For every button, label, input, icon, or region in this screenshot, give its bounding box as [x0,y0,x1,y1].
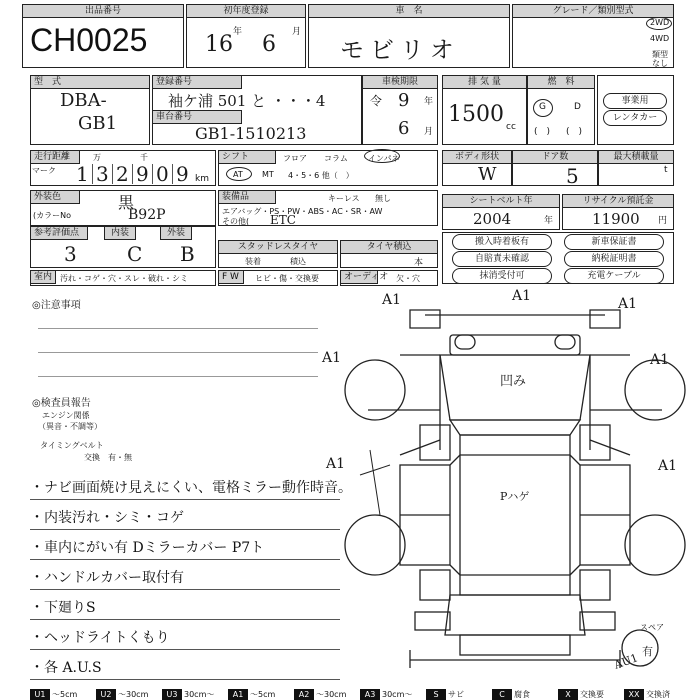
inspection-month-unit: 月 [424,127,434,137]
usage-rental: レンタカー [603,110,667,126]
legend-value: ～30cm [118,690,149,699]
seatbelt-unit: 年 [544,216,554,226]
tire-load-unit: 本 [414,258,424,268]
digit-divider [132,164,133,184]
legend-value: 30cm～ [184,690,215,699]
mileage-unit: km [195,174,209,184]
doc-item: 搬入時着板有 [452,234,552,250]
equipment-other: ETC [270,213,296,227]
first-reg-label: 初年度登録 [186,4,306,18]
legend-key: XX [624,689,644,700]
digit-divider [152,164,153,184]
chassis-value: GB1-1510213 [195,124,307,143]
legend-value: ～5cm [250,690,276,699]
studless-choice-1: 装着 [245,257,261,266]
usage-business: 事業用 [603,93,667,109]
seatbelt-value: 2004 [473,210,512,228]
scores-label: 参考評価点 [30,226,88,240]
recycle-unit: 円 [658,216,668,226]
rear-bumper-shape [410,650,620,668]
equipment-label: 装備品 [218,190,276,204]
doors-label: ドア数 [512,150,598,164]
model-label: 型 式 [30,75,150,89]
fuel-d: D [574,102,581,112]
color-code-label: (カラーNo [33,211,71,220]
inspection-label: 車検期限 [362,75,438,89]
shift-label: シフト [218,150,276,164]
audio-items: 欠・穴 [396,274,420,283]
mileage-label: 走行距離 [30,150,80,164]
recycle-value: 11900 [592,210,640,228]
hood-front-shape [450,335,580,355]
doc-item: 抹消受付可 [452,268,552,284]
shift-gears: 4・5・6 他（ ） [288,171,354,180]
displacement-unit: cc [506,122,516,132]
roof-shape [460,435,570,595]
report-line: ・下廻りS [30,598,340,620]
mileage-digit: 0 [156,162,169,186]
digit-divider [172,164,173,184]
shift-at: AT [233,170,243,179]
mark-a1-1: A1 [382,292,402,308]
shift-instrument: インパネ [368,154,400,163]
color-value: 黒 [118,193,135,212]
legend-key: A3 [360,689,380,700]
tire-load-label: タイヤ積込 [340,240,438,254]
legend-key: A2 [294,689,314,700]
inspection-era: 令 [370,94,383,108]
mark-a1-3: A1 [618,296,638,312]
mileage-sen: 千 [140,153,148,162]
shift-floor: フロア [283,154,307,163]
equipment-other-label: その他( [222,217,250,226]
chassis-label: 車台番号 [152,110,242,124]
legend-key: U2 [96,689,116,700]
mileage-digit: 9 [176,162,189,186]
roof-mark: 凹み [500,374,527,389]
legend-value: 腐食 [514,690,530,699]
mark-a1-7: A1 [658,458,678,474]
interior-row-label: 室内 [30,270,56,284]
legend-value: 30cm～ [382,690,413,699]
first-reg-month: 6 [262,32,276,57]
legend-key: A1 [228,689,248,700]
scores-total: 3 [64,242,77,266]
mark-au1: AU1 [612,651,640,672]
report-line: ・ナビ画面焼け見えにくい、電格ミラー動作時音。 [30,478,340,500]
equipment-none: 無し [375,194,391,203]
rear-right-wheel [625,515,685,575]
spare-label: スペア [640,623,664,632]
digit-divider [92,164,93,184]
capacity-label: 最大積載量 [598,150,674,164]
model-line2: GB1 [78,113,118,134]
mileage-digit: 3 [96,162,109,186]
displacement-value: 1500 [448,102,504,127]
doc-item: 新車保証書 [564,234,664,250]
lot-number: CH0025 [30,22,148,58]
notes-title: ◎注意事項 [32,300,81,311]
capacity-unit: t [664,165,668,175]
inspection-month: 6 [398,118,410,139]
recycle-label: リサイクル預託金 [562,194,674,208]
mark-a1-2: A1 [512,288,532,304]
legend-key: U3 [162,689,182,700]
timing-sub: 交換 有・無 [84,453,132,462]
doc-item: 自賠責未確認 [452,251,552,267]
inspection-year-unit: 年 [424,97,434,107]
first-reg-month-unit: 月 [292,27,302,37]
report-line: ・ヘッドライトくもり [30,628,340,650]
equipment-keyless: キーレス [328,194,360,203]
shift-column: コラム [324,154,348,163]
drive-2wd: 2WD [650,18,670,27]
legend-value: ～30cm [316,690,347,699]
drive-4wd: 4WD [650,34,670,43]
mileage-digit: 1 [76,162,89,186]
mark-a1-4: A1 [322,350,342,366]
reg-value: 袖ケ浦 501 と ・・・4 [168,92,326,110]
legend-value: 交換済 [646,690,670,699]
front-right-wheel [625,360,685,420]
mileage-man: 万 [93,153,101,162]
fuel-blank-2: ( ) [566,127,583,137]
rear-left-wheel [345,515,405,575]
legend-value: サビ [448,690,464,699]
notes-line-1 [38,328,318,329]
color-label: 外装色 [30,190,80,204]
report-line: ・車内にがい有 Dミラーカバー P7ト [30,538,340,560]
mileage-mark: マーク [32,166,56,175]
roof-note: Pハゲ [500,490,530,503]
legend-value: ～5cm [52,690,78,699]
exterior-score: B [180,242,195,266]
doors-value: 5 [566,164,579,188]
engine-sub: （異音・不調等） [38,422,102,431]
legend-key: C [492,689,512,700]
digit-divider [112,164,113,184]
fuel-label: 燃 料 [527,75,595,89]
exterior-label: 外装 [160,226,192,240]
legend-key: U1 [30,689,50,700]
seatbelt-label: シートベルト年 [442,194,560,208]
front-left-wheel [345,360,405,420]
mark-a1-6: A1 [326,456,346,472]
legend-key: S [426,689,446,700]
legend-key: X [558,689,578,700]
interior-row-items: 汚れ・コゲ・穴・スレ・破れ・シミ [60,274,188,283]
report-line: ・各 A.U.S [30,658,340,680]
reg-label: 登録番号 [152,75,242,89]
doc-item: 納税証明書 [564,251,664,267]
equipment-row: エアバッグ・PS・PW・ABS・AC・SR・AW [222,207,383,216]
fuel-g: G [539,102,546,112]
body-type-label: ボディ形状 [442,150,512,164]
fw-row-label: F W [218,270,244,284]
studless-label: スタッドレスタイヤ [218,240,338,254]
timing-label: タイミングベルト [40,441,104,450]
first-reg-year-unit: 年 [233,27,243,37]
legend-value: 交換要 [580,690,604,699]
doc-item: 充電ケーブル [564,268,664,284]
spare-value: 有 [642,645,653,658]
lot-label: 出品番号 [22,4,184,18]
car-name-value: モビリオ [340,36,460,64]
front-bumper-shape [410,310,620,328]
interior-label: 内装 [104,226,136,240]
model-line1: DBA- [60,90,107,111]
studless-choice-2: 積込 [290,257,306,266]
interior-score: C [127,242,143,266]
shift-mt: MT [262,170,274,179]
first-reg-year: 16 [205,32,233,57]
grade-label: グレード／類別型式 [512,4,674,18]
mileage-digit: 2 [116,162,129,186]
fuel-blank-1: ( ) [534,127,551,137]
report-line: ・内装汚れ・シミ・コゲ [30,508,340,530]
rear-shape [445,595,585,635]
report-line: ・ハンドルカバー取付有 [30,568,340,590]
notes-line-2 [38,352,318,353]
mark-a1-5: A1 [650,352,670,368]
engine-label: エンジン関係 [42,411,90,420]
type-none: 類型なし [652,50,668,68]
color-code: B92P [128,207,166,223]
displacement-label: 排 気 量 [442,75,527,89]
body-type-value: W [478,164,497,185]
audio-label: オーディオ [340,270,378,284]
fw-row-items: ヒビ・傷・交換要 [255,274,319,283]
inspection-year: 9 [398,90,410,111]
inspector-title: ◎検査員報告 [32,398,91,409]
notes-line-3 [38,376,318,377]
mileage-digit: 9 [136,162,149,186]
car-name-label: 車 名 [308,4,510,18]
